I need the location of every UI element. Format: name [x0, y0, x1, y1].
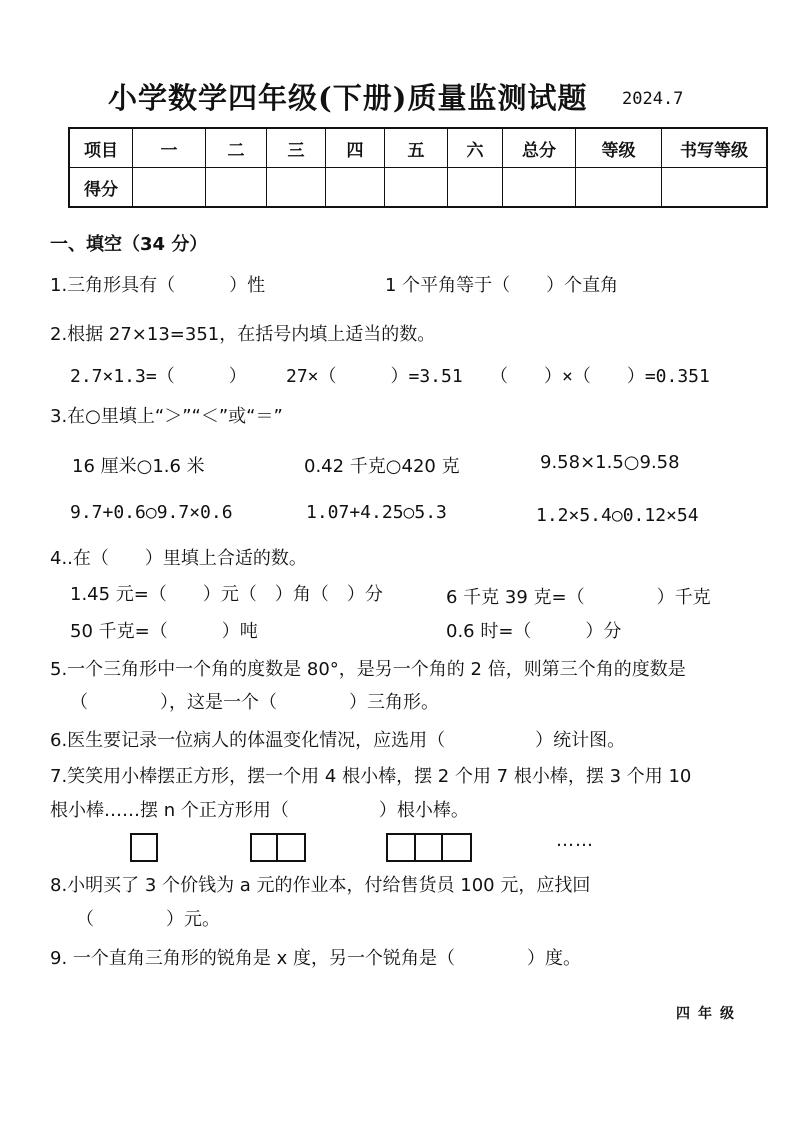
- q8-line1: 8.小明买了 3 个价钱为 a 元的作业本，付给售货员 100 元，应找回: [50, 875, 591, 896]
- q3-item: 9.7+0.6○9.7×0.6: [70, 502, 233, 523]
- table-cell: 六: [448, 128, 503, 168]
- score-entry-cell[interactable]: [385, 168, 448, 208]
- q7-line1: 7.笑笑用小棒摆正方形，摆一个用 4 根小棒，摆 2 个用 7 根小棒，摆 3 个用 10: [50, 766, 692, 787]
- grade-footer: 四年级: [676, 1006, 742, 1022]
- q3-stem: 3.在○里填上“＞”“＜”或“＝”: [50, 406, 283, 427]
- q9: 9. 一个直角三角形的锐角是 x 度，另一个锐角是（ ）度。: [50, 948, 581, 969]
- q5-line2: （ ），这是一个（ ）三角形。: [70, 692, 439, 713]
- q5-line1: 5.一个三角形中一个角的度数是 80°，是另一个角的 2 倍，则第三个角的度数是: [50, 659, 686, 680]
- score-table-header-row: [69, 128, 767, 168]
- q4-part-d: 0.6 时=（ ）分: [446, 621, 622, 642]
- q4-part-b: 6 千克 39 克=（ ）千克: [446, 587, 711, 608]
- q4-stem: 4..在（ ）里填上合适的数。: [50, 548, 307, 569]
- table-cell: 五: [385, 128, 448, 168]
- score-entry-cell[interactable]: [576, 168, 662, 208]
- table-cell: 得分: [69, 168, 133, 208]
- three-squares-figure: [386, 833, 472, 862]
- table-cell: 三: [267, 128, 326, 168]
- continuation-dots: ……: [556, 830, 594, 851]
- two-squares-figure: [250, 833, 306, 862]
- page-title: 小学数学四年级(下册)质量监测试题: [108, 81, 588, 115]
- q4-part-c: 50 千克=（ ）吨: [70, 621, 258, 642]
- q6: 6.医生要记录一位病人的体温变化情况，应选用（ ）统计图。: [50, 730, 626, 751]
- q2-stem: 2.根据 27×13=351，在括号内填上适当的数。: [50, 324, 436, 345]
- q7-line2: 根小棒……摆 n 个正方形用（ ）根小棒。: [50, 800, 469, 821]
- table-cell: 四: [326, 128, 385, 168]
- q3-item: 1.2×5.4○0.12×54: [536, 505, 699, 526]
- q2-part-c: （ ）×（ ）=0.351: [490, 366, 710, 387]
- q1-part-b: 1 个平角等于（ ）个直角: [385, 275, 619, 296]
- q3-item: 1.07+4.25○5.3: [306, 502, 447, 523]
- q2-part-b: 27×（ ）=3.51: [286, 366, 463, 387]
- score-table-score-row: [69, 168, 767, 208]
- q3-item: 0.42 千克○420 克: [304, 456, 460, 477]
- q1-part-a: 1.三角形具有（ ）性: [50, 275, 266, 296]
- q3-item: 16 厘米○1.6 米: [72, 456, 205, 477]
- table-cell: 总分: [503, 128, 576, 168]
- score-entry-cell[interactable]: [448, 168, 503, 208]
- score-table: [68, 127, 768, 208]
- score-entry-cell[interactable]: [662, 168, 768, 208]
- q4-part-a: 1.45 元=（ ）元（ ）角（ ）分: [70, 584, 383, 605]
- q2-part-a: 2.7×1.3=（ ）: [70, 366, 247, 387]
- one-square-figure: [130, 833, 158, 862]
- q3-item: 9.58×1.5○9.58: [540, 452, 680, 473]
- score-entry-cell[interactable]: [267, 168, 326, 208]
- section-title: 一、填空（34 分）: [50, 234, 208, 255]
- score-entry-cell[interactable]: [326, 168, 385, 208]
- exam-date: 2024.7: [622, 89, 684, 109]
- score-entry-cell[interactable]: [133, 168, 206, 208]
- q8-line2: （ ）元。: [76, 909, 220, 930]
- table-cell: 二: [206, 128, 267, 168]
- score-entry-cell[interactable]: [503, 168, 576, 208]
- table-cell: 书写等级: [662, 128, 768, 168]
- table-cell: 项目: [69, 128, 133, 168]
- table-cell: 一: [133, 128, 206, 168]
- table-cell: 等级: [576, 128, 662, 168]
- score-entry-cell[interactable]: [206, 168, 267, 208]
